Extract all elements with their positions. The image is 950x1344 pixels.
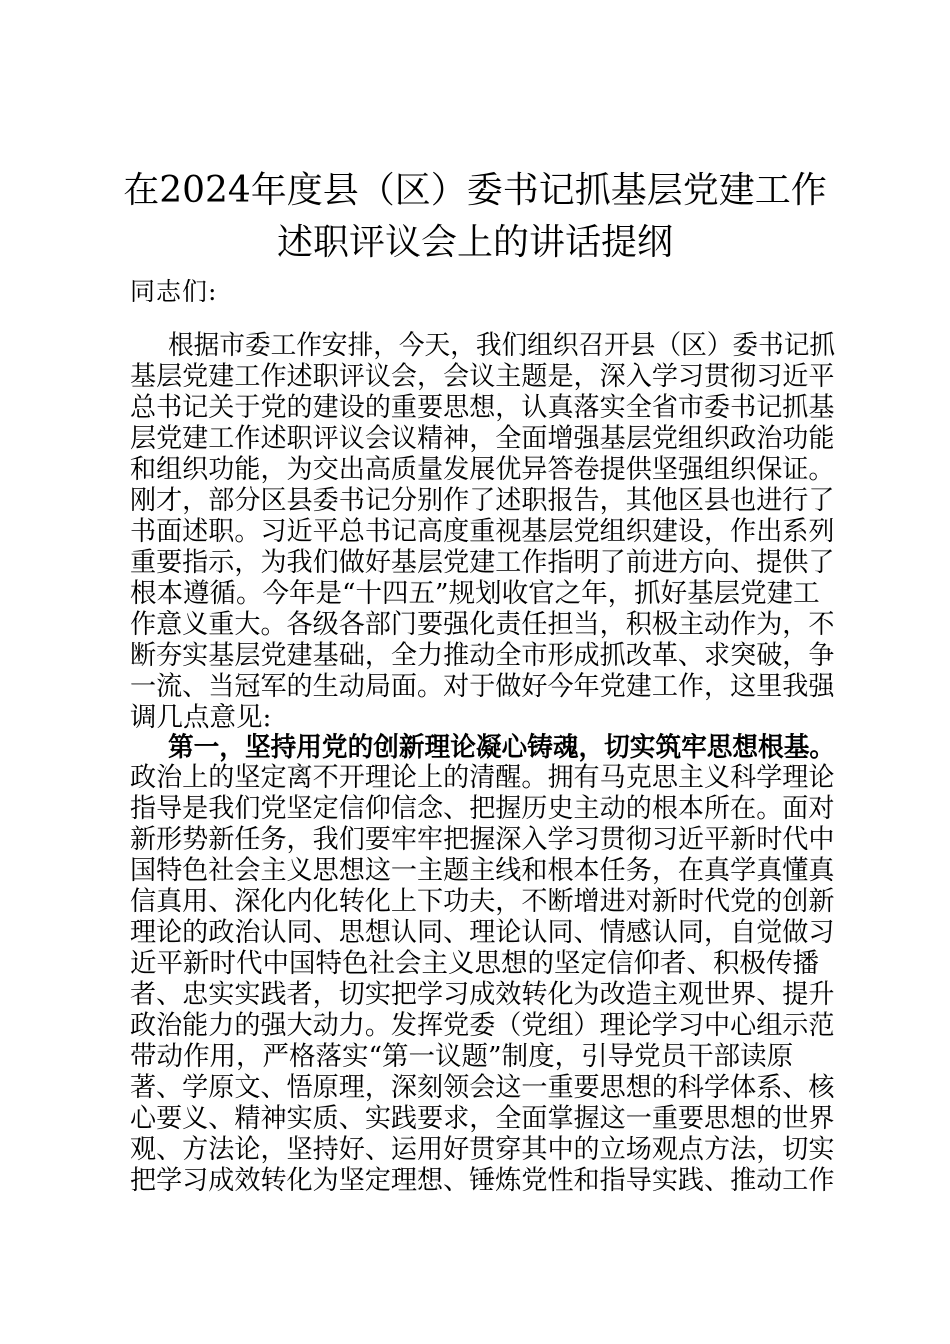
paragraph-line: 国特色社会主义思想这一主题主线和根本任务，在真学真懂真 [130,855,835,886]
paragraph-line: 者、忠实实践者，切实把学习成效转化为改造主观世界、提升 [130,979,835,1010]
paragraph-line: 书面述职。习近平总书记高度重视基层党组织建设，作出系列 [130,516,835,547]
document-title-line-1: 在2024年度县（区）委书记抓基层党建工作 [123,170,827,211]
paragraph-line: 根据市委工作安排，今天，我们组织召开县（区）委书记抓 [168,330,836,361]
paragraph-line: 近平新时代中国特色社会主义思想的坚定信仰者、积极传播 [130,948,819,979]
paragraph-line: 基层党建工作述职评议会，会议主题是，深入学习贯彻习近平 [130,361,835,392]
document-title-line-2: 述职评议会上的讲话提纲 [276,222,673,263]
paragraph-line: 作意义重大。各级各部门要强化责任担当，积极主动作为，不 [130,609,835,640]
salutation: 同志们: [130,277,218,306]
paragraph-line: 政治上的坚定离不开理论上的清醒。拥有马克思主义科学理论 [130,762,835,793]
paragraph-line: 和组织功能，为交出高质量发展优异答卷提供坚强组织保证。 [130,454,835,485]
paragraph-line: 把学习成效转化为坚定理想、锤炼党性和指导实践、推动工作 [130,1165,835,1196]
paragraph-line: 层党建工作述职评议会议精神，全面增强基层党组织政治功能 [130,423,835,454]
paragraph-line: 带动作用，严格落实“第一议题”制度，引导党员干部读原 [130,1041,794,1072]
paragraph-line: 重要指示，为我们做好基层党建工作指明了前进方向、提供了 [130,547,835,578]
paragraph-line: 观、方法论，坚持好、运用好贯穿其中的立场观点方法，切实 [130,1134,835,1165]
paragraph-line: 总书记关于党的建设的重要思想，认真落实全省市委书记抓基 [130,392,835,423]
paragraph-line: 新形势新任务，我们要牢牢把握深入学习贯彻习近平新时代中 [130,824,835,855]
paragraph-line: 指导是我们党坚定信仰信念、把握历史主动的根本所在。面对 [130,793,835,824]
paragraph-line: 著、学原文、悟原理，深刻领会这一重要思想的科学体系、核 [130,1072,835,1103]
paragraph-line: 调几点意见: [130,702,272,733]
paragraph-line: 政治能力的强大动力。发挥党委（党组）理论学习中心组示范 [130,1010,835,1041]
section-heading-1: 第一，坚持用党的创新理论凝心铸魂，切实筑牢思想根基。 [168,732,836,763]
paragraph-line: 理论的政治认同、思想认同、理论认同、情感认同，自觉做习 [130,917,835,948]
paragraph-line: 信真用、深化内化转化上下功夫，不断增进对新时代党的创新 [130,886,835,917]
paragraph-line: 一流、当冠军的生动局面。对于做好今年党建工作，这里我强 [130,671,835,702]
paragraph-line: 根本遵循。今年是“十四五”规划收官之年，抓好基层党建工 [130,578,820,609]
paragraph-line: 刚才，部分区县委书记分别作了述职报告，其他区县也进行了 [130,485,835,516]
paragraph-line: 心要义、精神实质、实践要求，全面掌握这一重要思想的世界 [130,1103,835,1134]
paragraph-line: 断夯实基层党建基础，全力推动全市形成抓改革、求突破，争 [130,640,835,671]
